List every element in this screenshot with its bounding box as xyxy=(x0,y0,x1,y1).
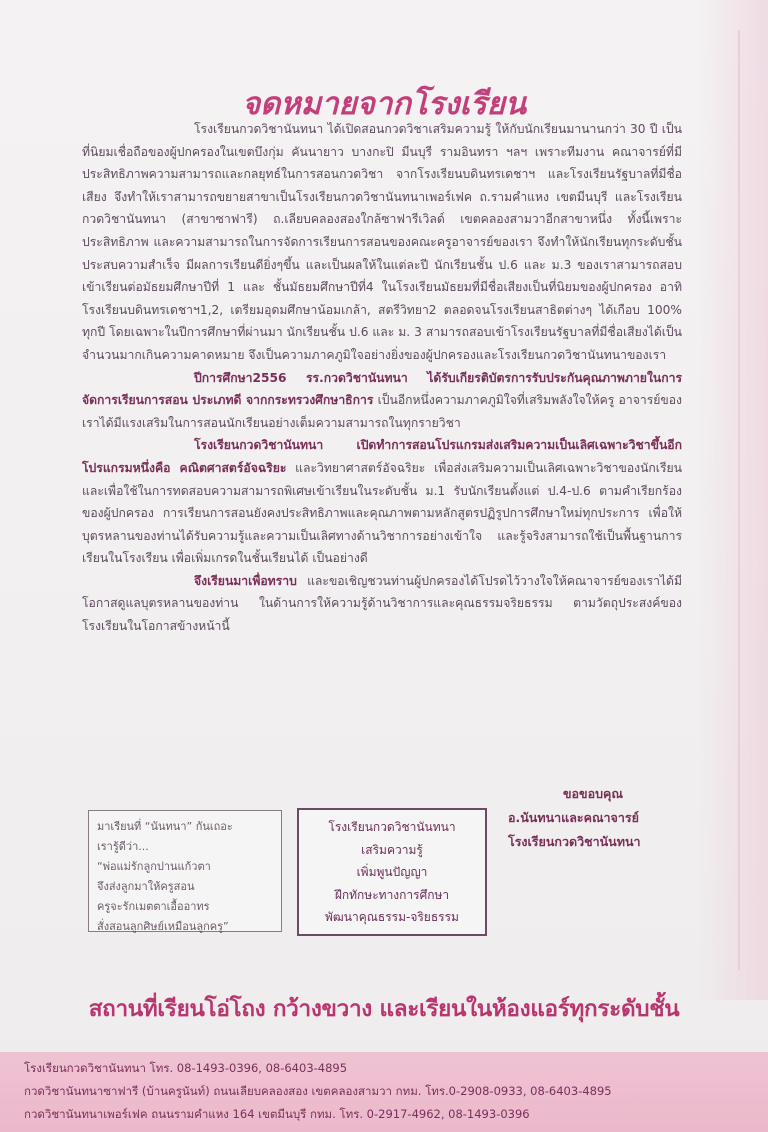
signature-school: โรงเรียนกวดวิชานันทนา xyxy=(508,834,641,849)
paragraph-1: โรงเรียนกวดวิชานันทนา ได้เปิดสอนกวดวิชาเสริมความรู้ ให้กับนักเรียนมานานกว่า 30 ปี เป็นที่นิยมเชื่อถือของผู้ปกครองในเขตบึงกุ่ม คันนายาว บางกะปิ มีนบุรี รามอินทรา ฯลฯ เพราะทีมงาน คณาจารย์ที่มีประสิทธิภาพความสามารถและกลยุทธ์ในการสอนกวดวิชา จากโรงเรียนบดินทรเดชาฯ และโรงเรียนรัฐบาลที่มีชื่อเสียง จึงทำให้เราสามารถขยายสาขาเป็นโรงเรียนกวดวิชานันทนาเพอร์เฟค ถ.รามคำแหง เขตมีนบุรี และโรงเรียนกวดวิชานันทนา (สาขาซาฟารี) ถ.เลียบคลองสองใกล้ซาฟารีเวิลด์ เขตคลองสามวาอีกสาขาหนึ่ง ทั้งนี้เพราะประสิทธิภาพ และความสามารถในการจัดการเรียนการสอนของคณะครูอาจารย์ของเรา จึงทำให้นักเรียนทุกระดับชั้นประสบความสำเร็จ มีผลการเรียนดียิ่งๆขึ้น และเป็นผลให้ในแต่ละปี นักเรียนชั้น ป.6 และ ม.3 ของเราสามารถสอบเข้าเรียนต่อมัธยมศึกษาปีที่ 1 และ ชั้นมัธยมศึกษาปีที่4 ในโรงเรียนมัธยมที่มีชื่อเสียงเป็นที่นิยมของผู้ปกครอง อาทิ โรงเรียนบดินทรเดชาฯ1,2, เตรียมอุดมศึกษาน้อมเกล้า, สตรีวิทยา2 ตลอดจนโรงเรียนสาธิตต่างๆ ได้เกือบ 100% ทุกปี โดยเฉพาะในปีการศึกษาที่ผ่านมา นักเรียนชั้น ป.6 และ ม. 3 สามารถสอบเข้าโรงเรียนรัฐบาลที่มีชื่อเสียงได้เป็นจำนวนมากเกินความคาดหมาย จึงเป็นความภาคภูมิใจอย่างยิ่งของผู้ปกครองและโรงเรียนกวดวิชานันทนาของเรา xyxy=(82,122,682,362)
motto-line: จึงส่งลูกมาให้ครูสอน xyxy=(97,880,195,893)
motto-line: ฝึกทักษะทางการศึกษา xyxy=(334,887,450,902)
motto-box-right xyxy=(297,808,487,936)
paragraph-4-bold: จึงเรียนมาเพื่อทราบ xyxy=(194,573,297,588)
signature-name: อ.นันทนาและคณาจารย์ xyxy=(508,810,639,825)
motto-line: เรารู้ดีว่า... xyxy=(97,840,149,853)
footer-contacts xyxy=(0,1052,768,1132)
paragraph-2-bold: ปีการศึกษา2556 รร.กวดวิชานันทนา ได้รับเกียรติบัตรการรับประกันคุณภาพภายในการจัดการเรียนการสอน ประเภทดี จากกระทรวงศึกษาธิการ xyxy=(82,370,682,408)
signature-block xyxy=(508,782,641,854)
motto-line: “พ่อแม่รักลูกปานแก้วตา xyxy=(97,860,211,873)
letter-title: จดหมายจากโรงเรียน xyxy=(241,86,527,122)
motto-line: เสริมความรู้ xyxy=(361,842,423,857)
paragraph-3-bold: โรงเรียนกวดวิชานันทนา เปิดทำการสอนโปรแกรมส่งเสริมความเป็นเลิศเฉพาะวิชาขึ้นอีกโปรแกรมหนึ่งคือ คณิตศาสตร์อัจฉริยะ xyxy=(82,438,682,475)
motto-line: ครูจะรักเมตตาเอื้ออาทร xyxy=(97,900,210,913)
motto-box-left xyxy=(88,810,282,932)
motto-line: เพิ่มพูนปัญญา xyxy=(356,865,428,879)
paragraph-2 xyxy=(82,367,682,435)
footer-line: กวดวิชานันทนาเพอร์เฟค ถนนรามคำแหง 164 เขตมีนบุรี กทม. โทร. 0-2917-4962, 08-1493-0396 xyxy=(24,1107,530,1121)
motto-line: โรงเรียนกวดวิชานันทนา xyxy=(328,820,456,834)
paragraph-3 xyxy=(82,434,682,570)
motto-line: พัฒนาคุณธรรม-จริยธรรม xyxy=(325,910,459,924)
letter-body xyxy=(82,118,682,638)
slogan: สถานที่เรียนโอ่โถง กว้างขวาง และเรียนในห้องแอร์ทุกระดับชั้น xyxy=(88,996,680,1022)
paragraph-4-text: และขอเชิญชวนท่านผู้ปกครองได้โปรดไว้วางใจให้คณาจารย์ของเราได้มีโอกาสดูแลบุตรหลานของท่าน ในด้านการให้ความรู้ด้านวิชาการและคุณธรรมจริยธรรม ตามวัตถุประสงค์ของโรงเรียนในโอกาสข้างหน้านี้ xyxy=(82,573,682,634)
paragraph-3-text: และวิทยาศาสตร์อัจฉริยะ เพื่อส่งเสริมความเป็นเลิศเฉพาะวิชาของนักเรียน และเพื่อใช้ในการทดสอบความสามารถพิเศษเข้าเรียนในระดับชั้น ม.1 รับนักเรียนตั้งแต่ ป.4-ป.6 ตามคำเรียกร้องของผู้ปกครอง การเรียนการสอนยังคงประสิทธิภาพและคุณภาพตามหลักสูตรปฏิรูปการศึกษาใหม่ทุกประการ เพื่อให้บุตรหลานของท่านได้รับความรู้และความเป็นเลิศทางด้านวิชาการอย่างเข้าใจ และรู้จริงสามารถใช้เป็นพื้นฐานการเรียนในโรงเรียน เพื่อเพิ่มเกรดในชั้นเรียนได้ เป็นอย่างดี xyxy=(82,460,682,566)
motto-line: สั่งสอนลูกศิษย์เหมือนลูกครู” xyxy=(97,920,229,933)
signature-thanks: ขอขอบคุณ xyxy=(563,786,623,801)
paragraph-2-text: เป็นอีกหนึ่งความภาคภูมิใจที่เสริมพลังใจให้ครู อาจารย์ของเราได้มีแรงเสริมในการสอนนักเรียนอย่างเต็มความสามารถในทุกรายวิชา xyxy=(82,393,682,430)
footer-line: กวดวิชานันทนาซาฟารี (บ้านครูนันท์) ถนนเลียบคลองสอง เขตคลองสามวา กทม. โทร.0-2908-0933, 08-6403-4895 xyxy=(24,1084,612,1098)
motto-line: มาเรียนที่ “นันทนา” กันเถอะ xyxy=(97,820,233,833)
paragraph-4 xyxy=(82,570,682,638)
footer-line: โรงเรียนกวดวิชานันทนา โทร. 08-1493-0396, 08-6403-4895 xyxy=(24,1061,348,1075)
